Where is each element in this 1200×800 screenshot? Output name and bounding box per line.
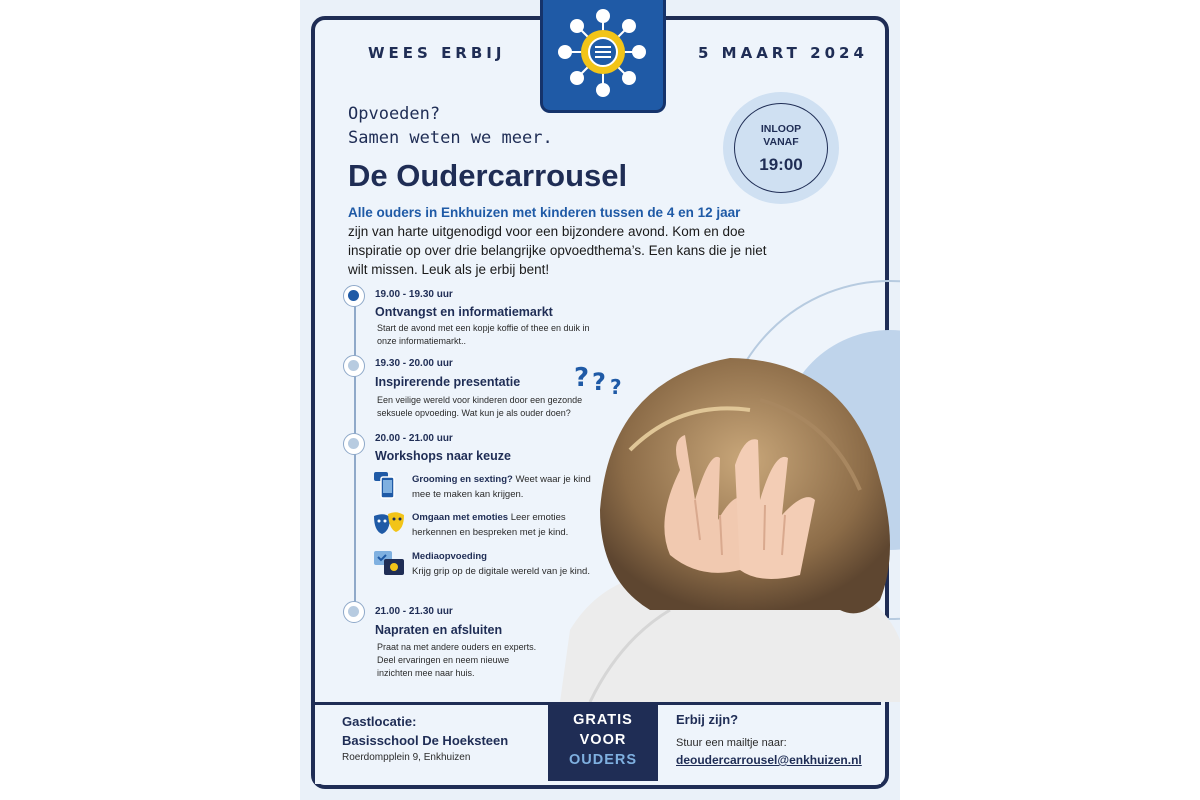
event-date: 5 MAART 2024 — [698, 44, 868, 62]
workshop-2-text: Leer emoties herkennen en bespreken met je kind. — [412, 512, 569, 538]
program-4-desc: Praat na met andere ouders en experts. Deel ervaringen en neem nieuwe inzichten mee naar huis. — [377, 642, 537, 678]
school-name: Basisschool De Hoeksteen — [342, 733, 509, 748]
program-1-time: 19.00 - 19.30 uur — [375, 289, 453, 300]
workshop-3-text: Krijg grip op de digitale wereld van je kind. — [412, 566, 590, 577]
intro-body: zijn van harte uitgenodigd voor een bijzondere avond. Kom en doe inspiratie op over drie belangrijke opvoedthema’s. Een kans die je niet wilt missen. Leuk als je erbij bent! — [348, 224, 767, 277]
cta-title: Erbij zijn? — [676, 712, 739, 727]
svg-text:?: ? — [574, 363, 590, 393]
program-2-time: 19.30 - 20.00 uur — [375, 358, 453, 369]
program-4-time: 21.00 - 21.30 uur — [375, 606, 453, 617]
svg-text:?: ? — [592, 368, 606, 396]
program-4-title: Napraten en afsluiten — [375, 623, 503, 637]
program-2-title: Inspirerende presentatie — [375, 375, 521, 389]
media-chat-icon — [372, 549, 406, 579]
program-3-title: Workshops naar keuze — [375, 449, 511, 463]
timeline-dot-1 — [343, 285, 365, 307]
program-1-desc: Start de avond met een kopje koffie of thee en duik in onze informatiemarkt.. — [377, 323, 590, 346]
badge-line-2: VANAF — [763, 136, 799, 148]
page-title: De Oudercarrousel — [348, 158, 628, 193]
school-address: Roerdompplein 9, Enkhuizen — [342, 752, 471, 763]
workshop-1-text: Weet waar je kind mee te maken kan krijgen. — [412, 474, 591, 500]
program-1-title: Ontvangst en informatiemarkt — [375, 305, 553, 319]
gastlocatie-label: Gastlocatie: — [342, 714, 417, 729]
child-photo — [560, 340, 900, 702]
program-2-desc: Een veilige wereld voor kinderen door een gezonde seksuele opvoeding. Wat kun je als ouder doen? — [377, 395, 583, 418]
gratis-line-2: VOOR — [579, 732, 627, 748]
workshop-1-title: Grooming en sexting? — [412, 474, 513, 485]
email-link[interactable]: deoudercarrousel@enkhuizen.nl — [676, 753, 862, 767]
svg-text:?: ? — [610, 375, 622, 398]
logo-tab — [540, 0, 666, 113]
intro-highlight: Alle ouders in Enkhuizen met kinderen tussen de 4 en 12 jaar — [348, 205, 741, 220]
intro-paragraph — [348, 203, 788, 279]
gratis-block — [548, 704, 658, 781]
cta-text: Stuur een mailtje naar: — [676, 737, 787, 749]
tagline-line-1: Opvoeden? — [348, 104, 441, 124]
carousel-logo-icon — [543, 0, 663, 110]
gratis-line-3: OUDERS — [568, 752, 638, 768]
workshop-3-title: Mediaopvoeding — [412, 551, 487, 562]
walk-in-badge — [734, 103, 828, 193]
program-3-time: 20.00 - 21.00 uur — [375, 433, 453, 444]
theater-masks-icon — [372, 511, 406, 537]
phone-chat-icon — [372, 470, 402, 500]
workshop-2-title: Omgaan met emoties — [412, 512, 509, 523]
badge-line-1: INLOOP — [760, 123, 802, 135]
timeline-dot-3 — [343, 433, 365, 455]
tagline-line-2: Samen weten we meer. — [348, 128, 553, 148]
gratis-line-1: GRATIS — [573, 712, 633, 728]
badge-time: 19:00 — [759, 155, 803, 174]
timeline-dot-2 — [343, 355, 365, 377]
timeline-dot-4 — [343, 601, 365, 623]
header-left-label: WEES ERBIJ — [368, 44, 506, 62]
